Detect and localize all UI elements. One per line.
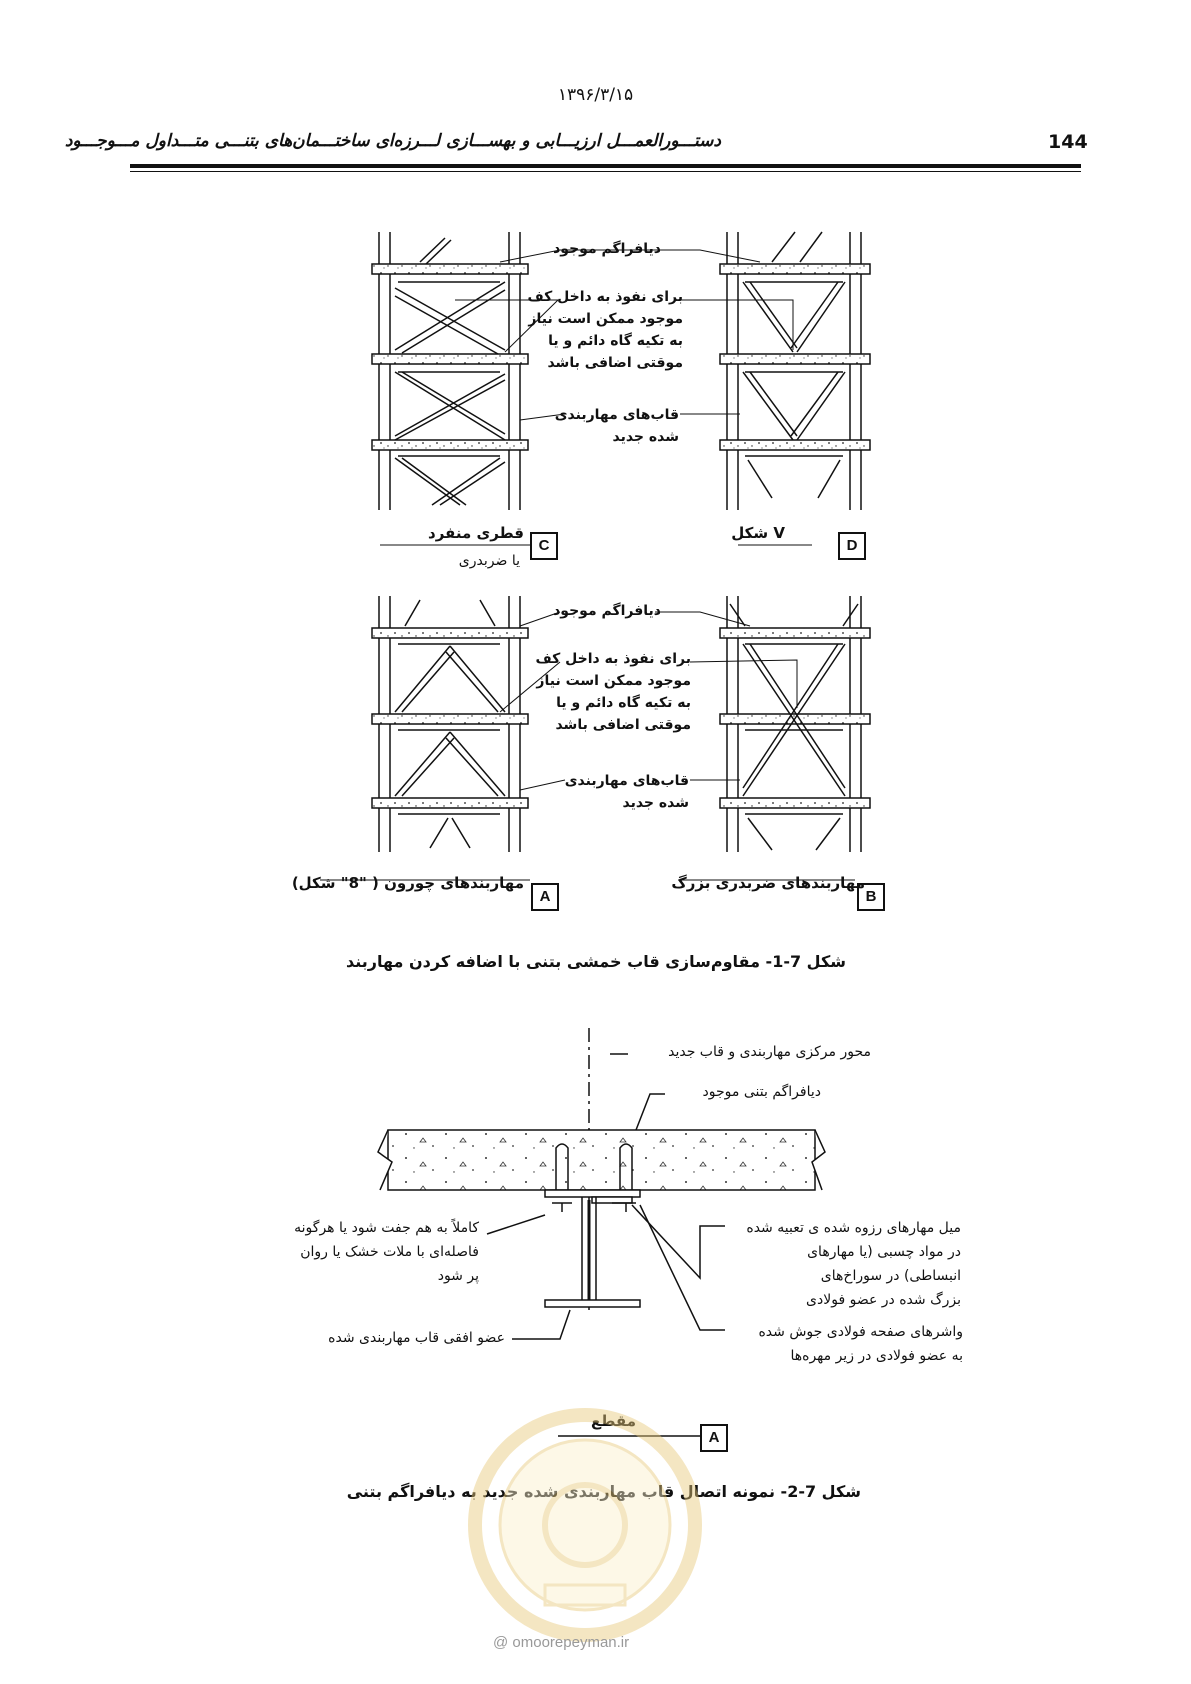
label-existing-diaphragm-bottom: دیافراگم موجود xyxy=(553,603,661,619)
label-existing-diaphragm-top: دیافراگم موجود xyxy=(553,241,661,257)
label-horizontal-member: عضو افقی قاب مهاربندی شده xyxy=(328,1330,505,1346)
label-new-braced-frames-top: قاب‌های مهاربندی شده جدید xyxy=(554,407,679,445)
document-title: دستـــورالعمـــل ارزیـــابی و بهســـازی لـــرزه‌ای ساختـــمان‌های بتنـــی متـــداول مـــوجـــود xyxy=(64,131,721,151)
panel-b-title: مهاربندهای ضربدری بزرگ xyxy=(671,874,865,892)
section-letter-box: A xyxy=(700,1424,728,1452)
label-center-axis: محور مرکزی مهاربندی و قاب جدید xyxy=(668,1044,871,1060)
label-penetration-note-bottom: برای نفوذ به داخل کف موجود ممکن است نیاز به تکیه گاه دائم و یا موقتی اضافی باشد xyxy=(535,651,691,733)
page-number: 144 xyxy=(1048,131,1088,153)
section-label: مقطع xyxy=(591,1412,636,1430)
panel-c-drawing xyxy=(372,232,528,510)
panel-a-letter-box: A xyxy=(531,883,559,911)
panel-a-title: مهاربندهای چورون ( "8" شکل) xyxy=(291,874,524,892)
panel-b-drawing xyxy=(720,596,870,852)
label-new-braced-frames-bottom: قاب‌های مهاربندی شده جدید xyxy=(564,773,689,811)
panel-d-drawing xyxy=(720,232,870,510)
panel-c-subtitle: یا ضربدری xyxy=(458,553,520,569)
panel-c-letter-box: C xyxy=(530,532,558,560)
panel-b-letter-box: B xyxy=(857,883,885,911)
label-penetration-note-top: برای نفوذ به داخل کف موجود ممکن است نیاز به تکیه گاه دائم و یا موقتی اضافی باشد xyxy=(527,289,683,371)
figure2-caption: شکل 7-2- نمونه اتصال قاب مهاربندی شده جدید به دیافراگم بتنی xyxy=(346,1482,861,1501)
label-tight-fit: کاملاً به هم جفت شود یا هرگونه فاصله‌ای با ملات خشک یا روان پر شود xyxy=(294,1220,479,1284)
label-threaded-anchors: میل مهارهای رزوه شده ی تعبیه شده در مواد چسبی (یا مهارهای انبساطی) در سوراخ‌های بزرگ شده در عضو فولادی xyxy=(746,1220,961,1308)
label-plate-washers: واشرهای صفحه فولادی جوش شده به عضو فولادی در زیر مهره‌ها xyxy=(758,1324,963,1364)
figure1-caption: شکل 7-1- مقاوم‌سازی قاب خمشی بتنی با اضافه کردن مهاربند xyxy=(345,952,846,971)
panel-c-title: قطری منفرد xyxy=(428,524,524,542)
label-concrete-diaphragm: دیافراگم بتنی موجود xyxy=(702,1084,821,1100)
panel-d-title: V شکل xyxy=(731,524,785,542)
document-date: ۱۳۹۶/۳/۱۵ xyxy=(557,85,634,105)
panel-a-drawing xyxy=(372,596,528,852)
watermark-url: @ omoorepeyman.ir xyxy=(493,1634,630,1651)
panel-d-letter-box: D xyxy=(838,532,866,560)
